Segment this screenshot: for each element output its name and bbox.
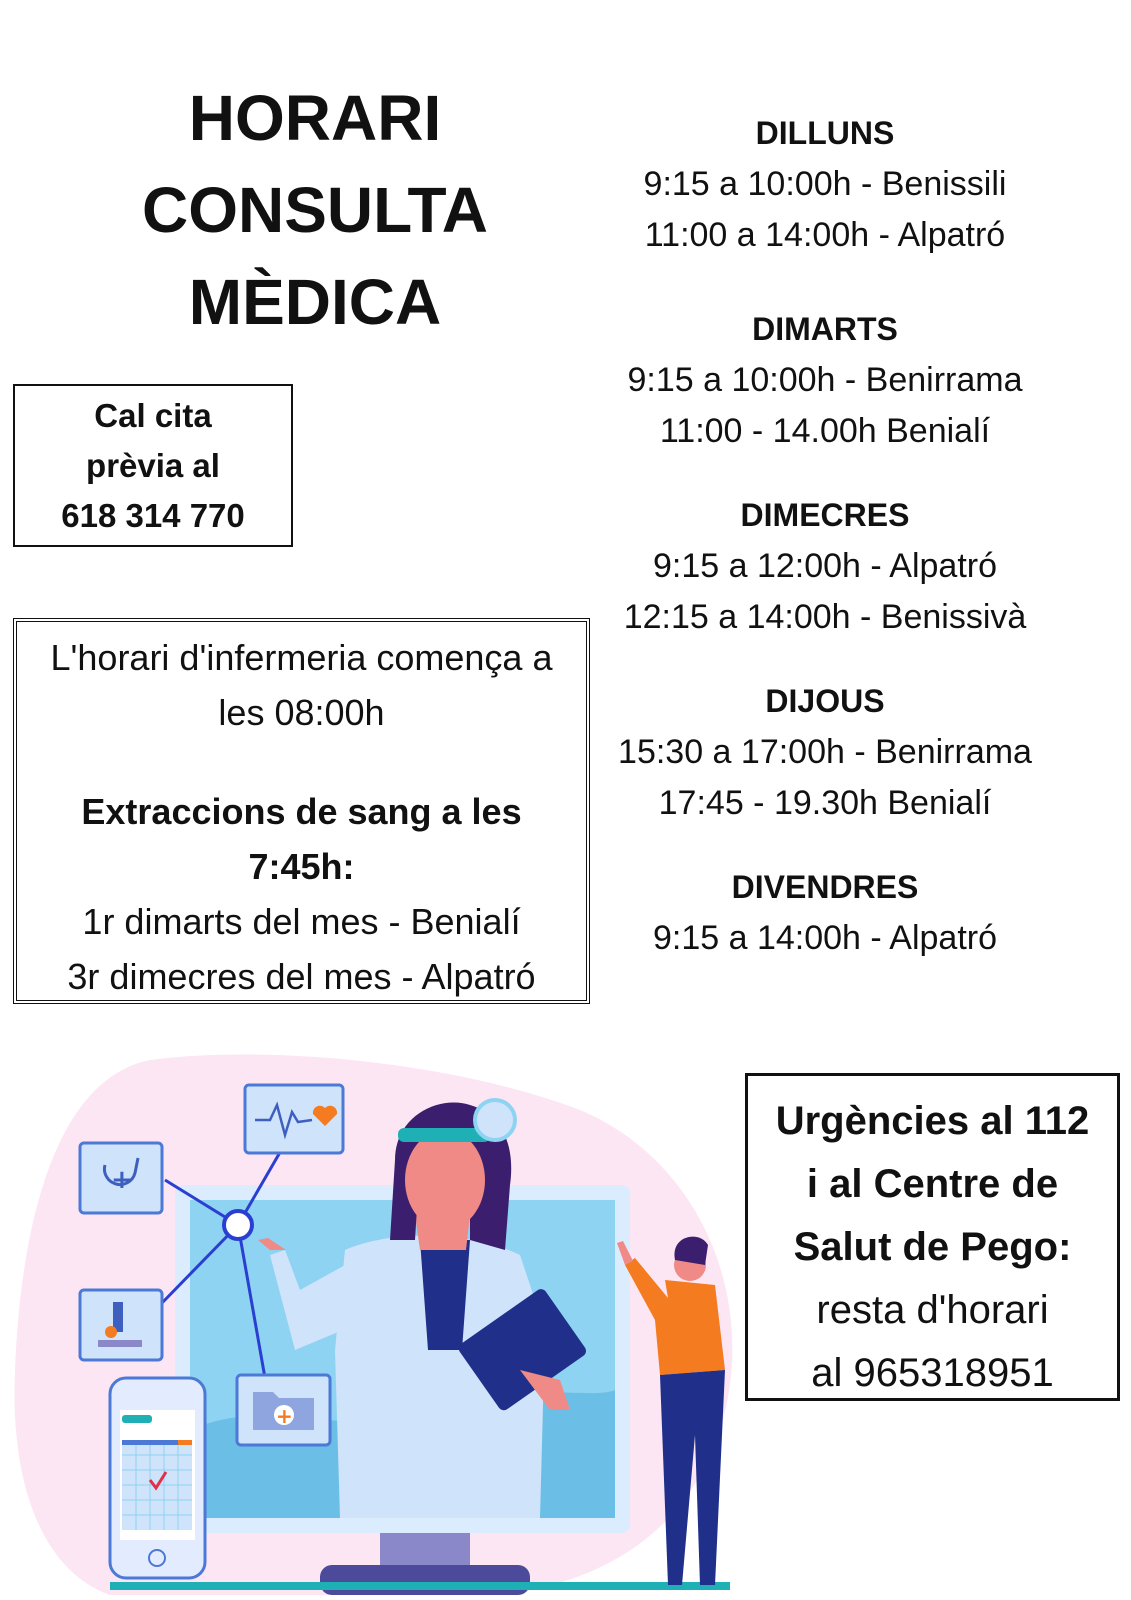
schedule-line: 15:30 a 17:00h - Benirrama — [618, 733, 1032, 771]
svg-text:+: + — [276, 1404, 293, 1428]
monitor-base — [320, 1565, 530, 1595]
emergency-line-2: i al Centre de — [806, 1162, 1059, 1206]
day-name: DIMARTS — [752, 311, 898, 347]
day-name: DIJOUS — [765, 683, 885, 719]
schedule-line: 9:15 a 12:00h - Alpatró — [652, 547, 998, 585]
day-wednesday — [595, 489, 1055, 643]
day-monday — [595, 107, 1055, 261]
head-mirror-icon — [475, 1100, 515, 1140]
extraction-1: 1r dimarts del mes - Benialí — [82, 901, 521, 942]
emergency-line-3: Salut de Pego: — [793, 1225, 1072, 1269]
network-node — [224, 1211, 252, 1239]
title-line-1: HORARI — [188, 82, 442, 154]
doctor-face — [405, 1130, 485, 1230]
emergency-line-1: Urgències al 112 — [775, 1099, 1090, 1143]
nursing-line-1: L'horari d'infermeria comença a — [50, 637, 553, 678]
schedule-line: 9:15 a 10:00h - Benirrama — [627, 361, 1023, 399]
appointment-box — [13, 384, 293, 547]
weekly-schedule — [595, 107, 1055, 996]
emergency-line-5: al 965318951 — [811, 1351, 1054, 1395]
schedule-line: 9:15 a 14:00h - Alpatró — [652, 919, 998, 957]
day-name: DIMECRES — [740, 497, 910, 533]
page-title — [110, 72, 520, 348]
schedule-line: 9:15 a 10:00h - Benissili — [643, 165, 1007, 203]
appointment-phone: 618 314 770 — [61, 497, 245, 534]
nursing-box — [13, 618, 590, 1004]
extraction-2: 3r dimecres del mes - Alpatró — [67, 956, 536, 997]
nursing-line-2: les 08:00h — [218, 692, 385, 733]
appointment-line-2: prèvia al — [86, 447, 220, 484]
extraction-title-1: Extraccions de sang a les — [81, 791, 522, 832]
day-name: DILLUNS — [755, 115, 895, 151]
day-friday — [595, 861, 1055, 964]
day-tuesday — [595, 303, 1055, 457]
day-thursday — [595, 675, 1055, 829]
schedule-line: 11:00 a 14:00h - Alpatró — [644, 216, 1006, 254]
emergency-box — [745, 1073, 1120, 1401]
schedule-line: 12:15 a 14:00h - Benissivà — [623, 598, 1027, 636]
title-line-3: MÈDICA — [188, 266, 442, 338]
schedule-line: 17:45 - 19.30h Benialí — [658, 784, 992, 822]
emergency-line-4: resta d'horari — [816, 1288, 1049, 1332]
schedule-line: 11:00 - 14.00h Benialí — [659, 412, 991, 450]
title-line-2: CONSULTA — [141, 174, 489, 246]
svg-text:+: + — [111, 1165, 133, 1195]
doctor-illustration — [0, 1050, 760, 1600]
extraction-title-2: 7:45h: — [248, 846, 355, 887]
appointment-line-1: Cal cita — [94, 397, 212, 434]
day-name: DIVENDRES — [731, 869, 919, 905]
